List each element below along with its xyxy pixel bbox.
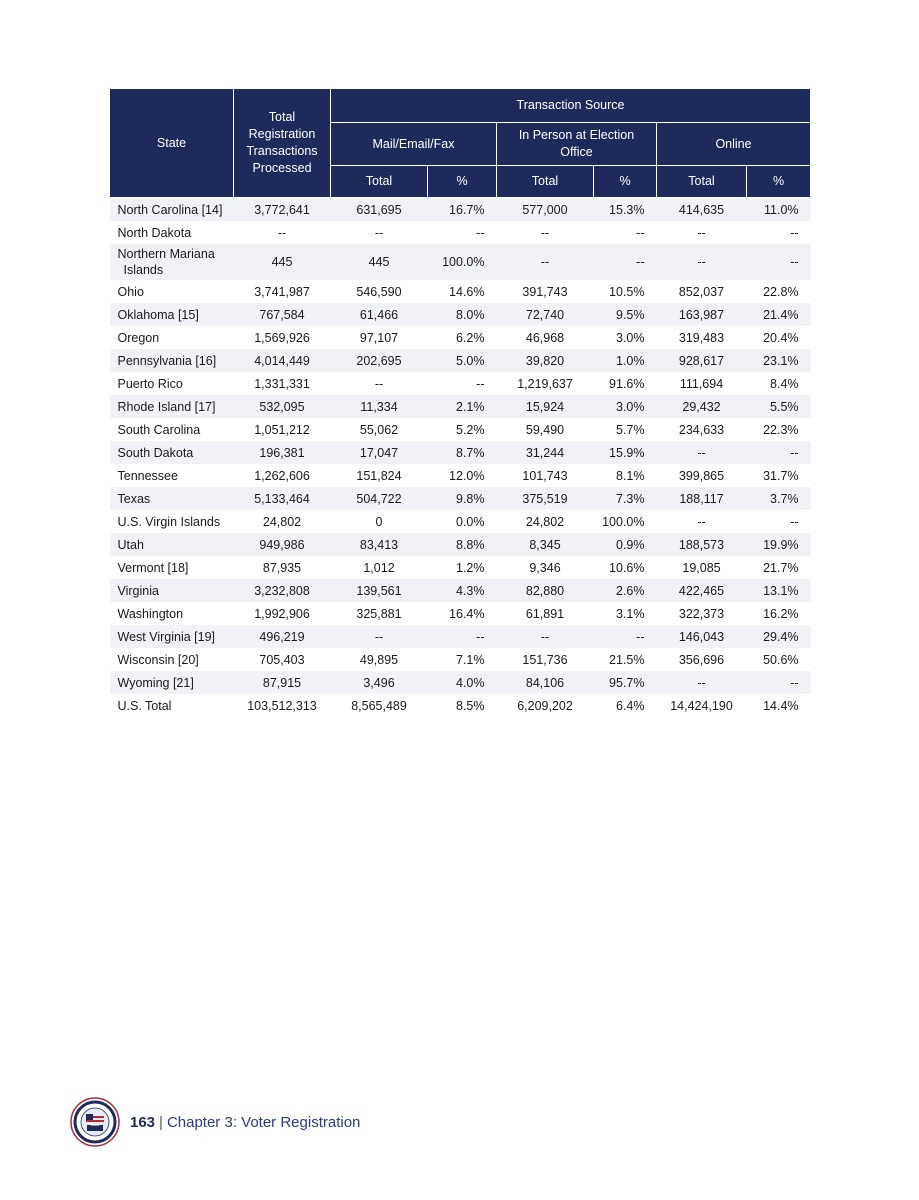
online-total: 146,043 (657, 625, 747, 648)
state-name: South Dakota (110, 441, 234, 464)
inperson-pct: 3.0% (594, 395, 657, 418)
online-pct: 50.6% (763, 652, 799, 667)
state-name: Puerto Rico (117, 376, 183, 391)
online-pct: 21.4% (747, 303, 811, 326)
inperson-pct: 100.0% (602, 514, 645, 529)
state-name: Washington (117, 606, 184, 621)
total-processed: 103,512,313 (247, 698, 317, 713)
mail-total: 8,565,489 (351, 698, 407, 713)
inperson-total: 82,880 (497, 579, 594, 602)
table-row (110, 464, 811, 487)
mail-pct: 4.3% (428, 579, 497, 602)
state-name: Vermont [18] (117, 560, 189, 575)
state-name: Wyoming [21] (110, 671, 234, 694)
mail-pct: -- (476, 225, 485, 240)
header-state: State (110, 89, 234, 198)
inperson-pct: 3.1% (616, 606, 645, 621)
total-processed: 3,772,641 (234, 198, 331, 222)
page-footer (70, 1096, 360, 1148)
mail-total: 61,466 (331, 303, 428, 326)
inperson-pct: 91.6% (609, 376, 645, 391)
header-inperson-total: Total (497, 166, 594, 198)
header-mail-total: Total (331, 166, 428, 198)
table-row (110, 533, 811, 556)
mail-total: 97,107 (359, 330, 399, 345)
table-row (110, 349, 811, 372)
online-total: 322,373 (678, 606, 725, 621)
total-processed: 1,262,606 (254, 468, 310, 483)
online-total: 188,573 (657, 533, 747, 556)
online-total: 319,483 (678, 330, 725, 345)
registration-transactions-table (109, 88, 811, 717)
inperson-pct: 15.3% (594, 198, 657, 222)
total-processed: 87,915 (234, 671, 331, 694)
state-name: North Dakota (117, 225, 192, 240)
table-row (110, 372, 811, 395)
online-total: 414,635 (657, 198, 747, 222)
mail-pct: 9.8% (428, 487, 497, 510)
footer-text (130, 1114, 360, 1131)
inperson-total: 8,345 (497, 533, 594, 556)
mail-total: 546,590 (356, 284, 402, 299)
mail-total: 202,695 (331, 349, 428, 372)
inperson-pct: 2.6% (594, 579, 657, 602)
mail-pct: 1.2% (456, 560, 485, 575)
header-inperson-pct: % (594, 166, 657, 198)
header-in-person: In Person at Election Office (497, 123, 657, 166)
online-total: 29,432 (657, 395, 747, 418)
mail-pct: 5.2% (456, 422, 485, 437)
inperson-total: 9,346 (529, 560, 561, 575)
online-pct: 22.8% (763, 284, 799, 299)
inperson-total: 61,891 (525, 606, 565, 621)
state-name (110, 244, 234, 280)
mail-total: 0 (375, 514, 383, 529)
total-processed: 1,569,926 (254, 330, 310, 345)
table-row (110, 556, 811, 579)
inperson-total: -- (497, 625, 594, 648)
mail-total: -- (331, 625, 428, 648)
online-pct: 5.5% (747, 395, 811, 418)
inperson-pct: 7.3% (594, 487, 657, 510)
inperson-pct: 21.5% (609, 652, 645, 667)
online-pct: -- (790, 514, 799, 529)
total-processed: 767,584 (234, 303, 331, 326)
table-row-total (110, 694, 811, 717)
total-processed: 1,051,212 (254, 422, 310, 437)
online-pct: 14.4% (763, 698, 799, 713)
online-total: 111,694 (679, 376, 724, 391)
inperson-total: 31,244 (497, 441, 594, 464)
table-row (110, 487, 811, 510)
online-total: -- (657, 671, 747, 694)
online-total: 163,987 (657, 303, 747, 326)
header-mail: Mail/Email/Fax (331, 123, 497, 166)
total-processed: -- (277, 225, 287, 240)
mail-total: 151,824 (356, 468, 402, 483)
inperson-total: 84,106 (497, 671, 594, 694)
mail-pct: 16.4% (449, 606, 485, 621)
online-pct: 19.9% (747, 533, 811, 556)
mail-pct: -- (428, 625, 497, 648)
mail-total: 504,722 (331, 487, 428, 510)
inperson-total: 39,820 (497, 349, 594, 372)
table-row (110, 303, 811, 326)
state-name-line1: Northern Mariana (117, 247, 215, 261)
online-total: 422,465 (657, 579, 747, 602)
state-name-line2: Islands (123, 263, 164, 277)
mail-pct: 2.1% (428, 395, 497, 418)
online-total: 188,117 (657, 487, 747, 510)
mail-total: -- (374, 225, 384, 240)
inperson-total: 577,000 (497, 198, 594, 222)
inperson-total: 59,490 (525, 422, 565, 437)
online-pct: 11.0% (747, 198, 811, 222)
inperson-total: 46,968 (525, 330, 565, 345)
state-name: Pennsylvania [16] (110, 349, 234, 372)
online-pct: -- (747, 244, 811, 280)
inperson-pct: 15.9% (594, 441, 657, 464)
header-online: Online (657, 123, 811, 166)
online-total: 852,037 (678, 284, 725, 299)
mail-pct: 8.5% (456, 698, 485, 713)
online-pct: -- (747, 671, 811, 694)
state-name: South Carolina (117, 422, 201, 437)
inperson-total: 101,743 (522, 468, 568, 483)
inperson-total: 375,519 (497, 487, 594, 510)
inperson-pct: 1.0% (594, 349, 657, 372)
inperson-total: 72,740 (497, 303, 594, 326)
inperson-total: 1,219,637 (517, 376, 573, 391)
table-row (110, 579, 811, 602)
mail-total: -- (374, 376, 384, 391)
mail-total: 17,047 (331, 441, 428, 464)
mail-pct: 16.7% (428, 198, 497, 222)
mail-total: 55,062 (359, 422, 399, 437)
total-processed: 196,381 (234, 441, 331, 464)
state-name: West Virginia [19] (110, 625, 234, 648)
mail-pct: 5.0% (428, 349, 497, 372)
state-name: Texas (110, 487, 234, 510)
mail-total: 631,695 (331, 198, 428, 222)
inperson-pct: 0.9% (594, 533, 657, 556)
table-row (110, 510, 811, 533)
header-mail-pct: % (428, 166, 497, 198)
inperson-pct: 95.7% (594, 671, 657, 694)
online-pct: 22.3% (763, 422, 799, 437)
online-total: 399,865 (678, 468, 725, 483)
inperson-pct: -- (594, 625, 657, 648)
inperson-total: 24,802 (525, 514, 565, 529)
online-total: -- (697, 225, 706, 240)
online-total: -- (697, 514, 706, 529)
online-pct: 8.4% (770, 376, 799, 391)
chapter-title: Chapter 3: Voter Registration (166, 1113, 361, 1131)
online-pct: 23.1% (747, 349, 811, 372)
mail-total: 325,881 (356, 606, 402, 621)
inperson-pct: 9.5% (594, 303, 657, 326)
inperson-pct: 5.7% (616, 422, 645, 437)
table-row (110, 326, 811, 349)
total-processed: 1,331,331 (254, 376, 310, 391)
mail-pct: 14.6% (449, 284, 485, 299)
inperson-total: 6,209,202 (517, 698, 573, 713)
inperson-pct: 3.0% (616, 330, 645, 345)
header-total-processed: Total Registration Transactions Processed (234, 89, 331, 198)
online-total: -- (657, 244, 747, 280)
total-processed: 496,219 (234, 625, 331, 648)
online-pct: 21.7% (763, 560, 799, 575)
inperson-total: 151,736 (522, 652, 568, 667)
inperson-total: 15,924 (497, 395, 594, 418)
mail-total: 3,496 (331, 671, 428, 694)
footer-separator: | (159, 1113, 163, 1131)
table-row (110, 418, 811, 441)
table-row (110, 625, 811, 648)
state-name: Wisconsin [20] (117, 652, 199, 667)
online-total: 19,085 (682, 560, 721, 575)
mail-pct: 100.0% (428, 244, 497, 280)
inperson-pct: -- (636, 225, 645, 240)
inperson-pct: 8.1% (616, 468, 645, 483)
online-total: 234,633 (678, 422, 725, 437)
inperson-total: -- (540, 225, 550, 240)
mail-pct: 6.2% (456, 330, 485, 345)
total-processed: 705,403 (259, 652, 305, 667)
total-processed: 4,014,449 (234, 349, 331, 372)
table-row (110, 198, 811, 222)
mail-pct: 12.0% (449, 468, 485, 483)
total-processed: 445 (234, 244, 331, 280)
mail-total: 445 (331, 244, 428, 280)
state-name: U.S. Total (117, 698, 172, 713)
mail-total: 11,334 (331, 395, 428, 418)
header-transaction-source: Transaction Source (331, 89, 811, 123)
online-total: 928,617 (657, 349, 747, 372)
inperson-pct: -- (594, 244, 657, 280)
table-row (110, 395, 811, 418)
online-pct: 20.4% (763, 330, 799, 345)
total-processed: 532,095 (234, 395, 331, 418)
total-processed: 3,741,987 (254, 284, 310, 299)
mail-pct: 8.7% (428, 441, 497, 464)
mail-total: 49,895 (359, 652, 399, 667)
state-name: Oklahoma [15] (110, 303, 234, 326)
total-processed: 3,232,808 (234, 579, 331, 602)
mail-pct: 7.1% (456, 652, 485, 667)
mail-pct: 0.0% (456, 514, 485, 529)
online-pct: -- (747, 441, 811, 464)
state-name: Tennessee (117, 468, 178, 483)
inperson-pct: 10.6% (609, 560, 645, 575)
mail-total: 1,012 (363, 560, 395, 575)
mail-pct: 8.8% (428, 533, 497, 556)
page-number: 163 (130, 1113, 156, 1131)
total-processed: 1,992,906 (254, 606, 310, 621)
online-total: 356,696 (678, 652, 725, 667)
state-name: Utah (110, 533, 234, 556)
eac-seal-icon (70, 1097, 120, 1147)
mail-pct: 4.0% (428, 671, 497, 694)
table-row (110, 280, 811, 303)
inperson-total: -- (497, 244, 594, 280)
header-online-pct: % (747, 166, 811, 198)
state-name: Virginia (110, 579, 234, 602)
mail-total: 139,561 (331, 579, 428, 602)
mail-pct: -- (476, 376, 485, 391)
state-name: Ohio (117, 284, 144, 299)
table-row (110, 671, 811, 694)
table-row (110, 221, 811, 244)
table-row (110, 441, 811, 464)
total-processed: 949,986 (234, 533, 331, 556)
online-pct: 31.7% (763, 468, 799, 483)
state-name: U.S. Virgin Islands (117, 514, 221, 529)
online-pct: 13.1% (747, 579, 811, 602)
state-name: Rhode Island [17] (110, 395, 234, 418)
table-row (110, 602, 811, 625)
mail-pct: 8.0% (428, 303, 497, 326)
online-total: -- (657, 441, 747, 464)
total-processed: 24,802 (262, 514, 302, 529)
header-online-total: Total (657, 166, 747, 198)
inperson-pct: 6.4% (616, 698, 645, 713)
inperson-pct: 10.5% (609, 284, 645, 299)
mail-total: 83,413 (331, 533, 428, 556)
online-pct: 3.7% (747, 487, 811, 510)
online-pct: 29.4% (747, 625, 811, 648)
table-row (110, 244, 811, 280)
state-name: North Carolina [14] (110, 198, 234, 222)
state-name: Oregon (117, 330, 160, 345)
online-total: 14,424,190 (670, 698, 733, 713)
total-processed: 5,133,464 (234, 487, 331, 510)
table-row (110, 648, 811, 671)
online-pct: 16.2% (763, 606, 799, 621)
online-pct: -- (790, 225, 799, 240)
inperson-total: 391,743 (522, 284, 568, 299)
total-processed: 87,935 (262, 560, 302, 575)
